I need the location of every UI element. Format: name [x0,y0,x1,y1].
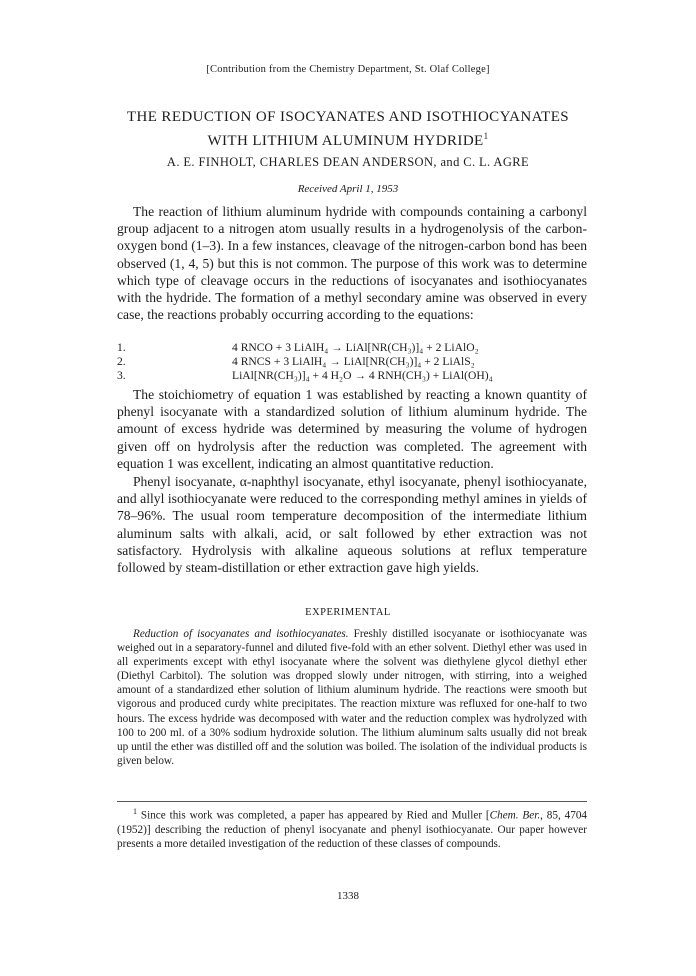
footnote-divider [117,801,587,802]
footnote-text-before: Since this work was completed, a paper has appeared by Ried and Muller [ [137,809,490,822]
footnote-mark: 1 [133,807,137,816]
stoichiometry-paragraph: The stoichiometry of equation 1 was established by reacting a known quantity of phenyl isocyanate with a standardized solution of lithium aluminum hydride. The amount of excess hydride was determined by measuring the volume of hydrogen given off on hydrolysis after the reduction was completed. The agreement with equation 1 was excellent, indicating an almost quantitative reduction. [117,387,587,471]
received-date: Received April 1, 1953 [297,183,399,195]
title-footnote-mark: 1 [483,131,489,141]
experimental-text: Freshly distilled isocyanate or isothiocyanate was weighed out in a separatory-funnel and diluted five-fold with an ether solvent. Diethyl ether was used in all experiments except with ethyl isocyanate where the solvent was diethylene glycol diethyl ether (Diethyl Carbitol). The solution was dropped slowly under nitrogen, with stirring, into a weighed amount of a standardized ether solution of lithium aluminum hydride. The reactions were smooth but vigorous and produced curdy white precipitates. The reaction mixture was refluxed for one-half to two hours. The excess hydride was decomposed with water and the reduction complex was hydrolyzed with 100 to 200 ml. of a 30% sodium hydroxide solution. The lithium aluminum salts usually did not break up until the ether was distilled off and the solution was boiled. The isolation of the individual products is given below. [117,628,587,767]
contribution-header: [Contribution from the Chemistry Department, St. Olaf College] [206,64,490,75]
equation-1: 4 RNCO + 3 LiAlH₄ → LiAl[NR(CH₃)]₄ + 2 LiAlO₂ [232,341,479,354]
title-line-2 [0,127,696,151]
equation-3-number: 3. [117,369,126,382]
section-heading-experimental: EXPERIMENTAL [305,607,391,618]
equation-3: LiAl[NR(CH₃)]₄ + 4 H₂O → 4 RNH(CH₃) + LiAl(OH)₄ [232,369,493,382]
experimental-subheading: Reduction of isocyanates and isothiocyanates. [133,628,349,640]
authors: A. E. FINHOLT, CHARLES DEAN ANDERSON, and C. L. AGRE [166,155,530,169]
footnote [117,805,587,851]
page-number: 1338 [337,890,359,902]
yields-paragraph: Phenyl isocyanate, α-naphthyl isocyanate, ethyl isocyanate, phenyl isothiocyanate, and allyl isothiocyanate were reduced to the corresponding methyl amines in yields of 78–96%. The usual room temperature decomposition of the intermediate lithium aluminum salts with alkali, acid, or salt followed by ether extraction was not satisfactory. Hydrolysis with alkaline aqueous solutions at reflux temperature followed by steam-distillation or ether extraction gave high yields. [117,474,587,576]
title-line-2-text: WITH LITHIUM ALUMINUM HYDRIDE [207,133,484,149]
equation-2-number: 2. [117,355,126,368]
equation-1-number: 1. [117,341,126,354]
intro-paragraph: The reaction of lithium aluminum hydride with compounds containing a carbonyl group adjacent to a nitrogen atom usually results in a hydrogenolysis of the carbon-oxygen bond (1–3). In a few instances, cleavage of the nitrogen-carbon bond has been observed (1, 4, 5) but this is not common. The purpose of this work was to determine which type of cleavage occurs in the reductions of isocyanates and isothiocyanates with the hydride. The formation of a methyl secondary amine was observed in every case, the reactions probably occurring according to the equations: [117,204,587,323]
footnote-text-after: , 85, 4704 (1952)] describing the reduction of phenyl isocyanate and phenyl isothiocyanate. Our paper however presents a more detailed investigation of the reduction of these classes of compounds. [117,809,588,850]
article-title [0,108,696,151]
footnote-journal: Chem. Ber. [489,809,541,822]
title-line-1: THE REDUCTION OF ISOCYANATES AND ISOTHIOCYANATES [126,109,570,125]
experimental-paragraph [117,627,587,768]
equation-2: 4 RNCS + 3 LiAlH₄ → LiAl[NR(CH₃)]₄ + 2 LiAlS₂ [232,355,475,368]
